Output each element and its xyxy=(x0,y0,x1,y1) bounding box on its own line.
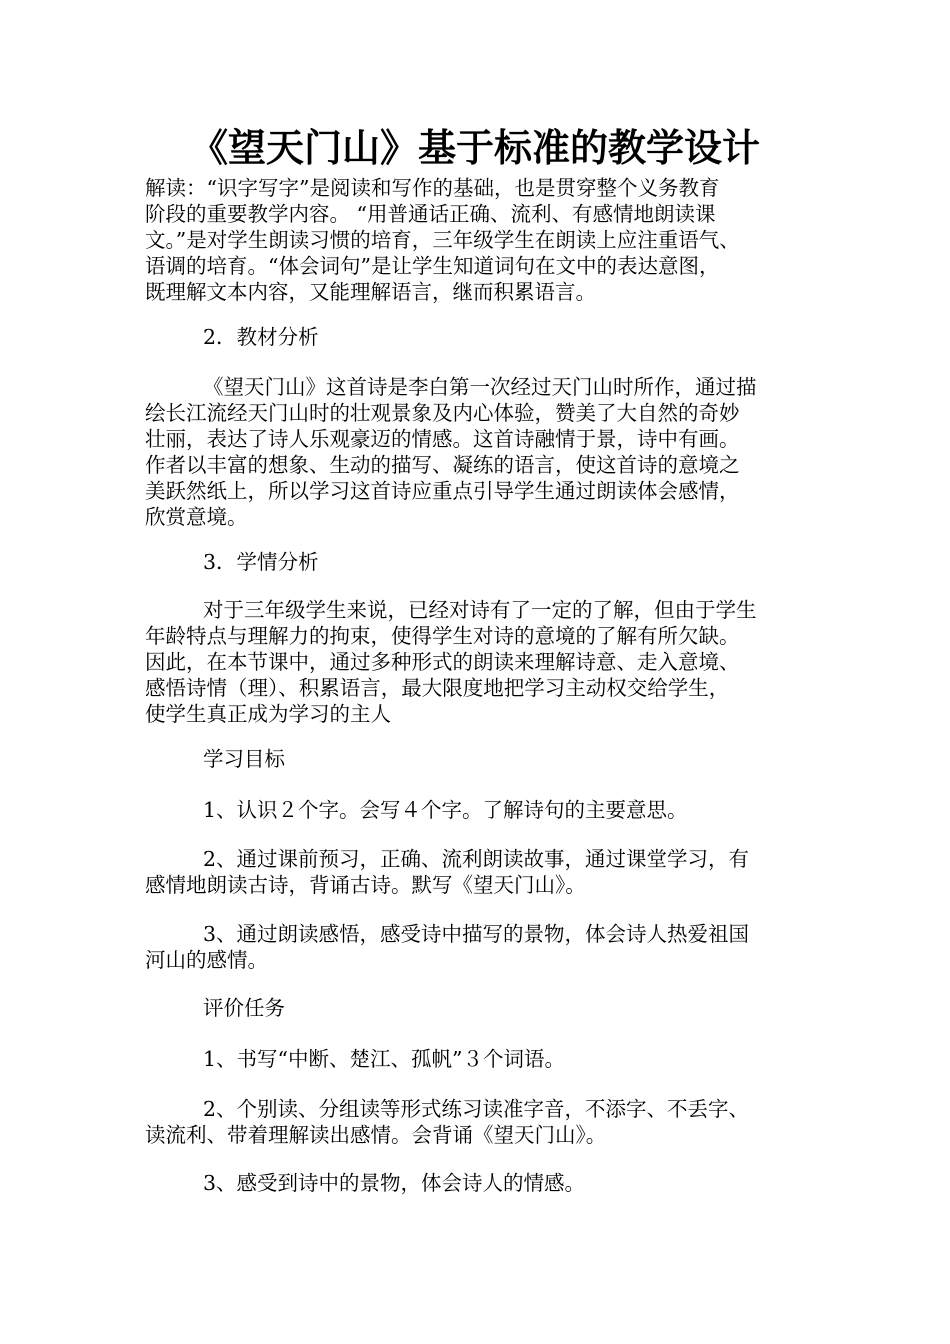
goal-item-2: 2、通过课前预习，正确、流利朗读故事，通过课堂学习，有 xyxy=(203,847,750,871)
textbook-analysis-line: 《望天门山》这首诗是李白第一次经过天门山时所作，通过描 xyxy=(203,375,757,399)
task-item-2-cont: 读流利、带着理解读出感情。会背诵《望天门山》。 xyxy=(145,1123,607,1147)
goal-item-3: 3、通过朗读感悟，感受诗中描写的景物，体会诗人热爱祖国 xyxy=(203,922,750,946)
interpretation-line: 阶段的重要教学内容。 “用普通话正确、流利、有感情地朗读课 xyxy=(145,202,716,226)
learner-analysis-line: 年龄特点与理解力的拘束，使得学生对诗的意境的了解有所欠缺。 xyxy=(145,624,740,648)
interpretation-line: 既理解文本内容，又能理解语言，继而积累语言。 xyxy=(145,280,596,304)
section-heading-learning-goals: 学习目标 xyxy=(203,747,285,771)
interpretation-line: 语调的培育。“体会词句”是让学生知道词句在文中的表达意图， xyxy=(145,254,720,278)
goal-item-3-cont: 河山的感情。 xyxy=(145,948,268,972)
textbook-analysis-line: 壮丽，表达了诗人乐观豪迈的情感。这首诗融情于景，诗中有画。 xyxy=(145,427,740,451)
section-heading-textbook-analysis: 2．教材分析 xyxy=(203,325,319,349)
goal-item-2-cont: 感情地朗读古诗，背诵古诗。默写《望天门山》。 xyxy=(145,873,586,897)
interpretation-line: 文。”是对学生朗读习惯的培育，三年级学生在朗读上应注重语气、 xyxy=(145,228,740,252)
learner-analysis-line: 感悟诗情（理）、积累语言，最大限度地把学习主动权交给学生， xyxy=(145,676,730,700)
textbook-analysis-line: 作者以丰富的想象、生动的描写、凝练的语言，使这首诗的意境之 xyxy=(145,453,740,477)
section-heading-learner-analysis: 3．学情分析 xyxy=(203,550,319,574)
learner-analysis-line: 使学生真正成为学习的主人 xyxy=(145,702,391,726)
section-heading-evaluation-tasks: 评价任务 xyxy=(203,996,285,1020)
learner-analysis-line: 对于三年级学生来说，已经对诗有了一定的了解，但由于学生 xyxy=(203,598,757,622)
task-item-3: 3、感受到诗中的景物，体会诗人的情感。 xyxy=(203,1171,586,1195)
goal-item-1: 1、认识２个字。会写４个字。了解诗句的主要意思。 xyxy=(203,798,688,822)
textbook-analysis-line: 美跃然纸上，所以学习这首诗应重点引导学生通过朗读体会感情， xyxy=(145,479,740,503)
learner-analysis-line: 因此，在本节课中，通过多种形式的朗读来理解诗意、走入意境、 xyxy=(145,650,740,674)
task-item-1: 1、书写“中断、楚江、孤帆”３个词语。 xyxy=(203,1047,566,1071)
textbook-analysis-line: 欣赏意境。 xyxy=(145,505,248,529)
interpretation-line: 解读：“识字写字”是阅读和写作的基础，也是贯穿整个义务教育 xyxy=(145,176,720,200)
task-item-2: 2、个别读、分组读等形式练习读准字音，不添字、不丢字、 xyxy=(203,1097,750,1121)
textbook-analysis-line: 绘长江流经天门山时的壮观景象及内心体验，赞美了大自然的奇妙 xyxy=(145,401,740,425)
document-title: 《望天门山》基于标准的教学设计 xyxy=(189,126,760,170)
